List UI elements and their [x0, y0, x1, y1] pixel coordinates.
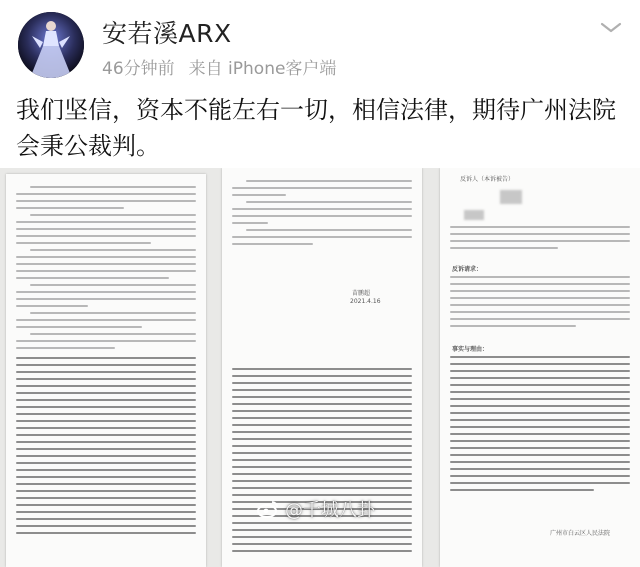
avatar[interactable]	[18, 12, 84, 78]
post-time: 46分钟前	[102, 59, 175, 79]
page-right-top-lines	[450, 226, 630, 254]
page-middle-body-lines	[232, 368, 412, 557]
right-page-footer: 广州市白云区人民法院	[550, 530, 611, 537]
right-facts-heading: 事实与理由：	[452, 346, 489, 353]
right-page-header: 反诉人（本诉被告）	[460, 176, 515, 183]
document-page-right	[440, 168, 640, 567]
page-right-claims-lines	[450, 276, 630, 332]
document-photo[interactable]	[0, 168, 640, 567]
more-options-icon[interactable]	[596, 20, 626, 34]
signature-date: 2021.4.16	[350, 298, 381, 305]
post-meta	[102, 54, 336, 79]
right-claims-heading: 反诉请求：	[452, 266, 483, 273]
post-header	[0, 0, 640, 90]
watermark-text: @千城八卦	[285, 500, 375, 521]
post-source: 来自 iPhone客户端	[188, 59, 337, 79]
watermark	[257, 496, 375, 522]
signature-name: 苗鹏超	[352, 290, 371, 297]
page-right-facts-lines	[450, 356, 630, 496]
author-name[interactable]: 安若溪ARX	[102, 19, 232, 48]
weibo-logo-icon	[257, 500, 279, 518]
redacted-block	[500, 190, 522, 204]
redacted-block	[464, 210, 484, 220]
post-text: 我们坚信，资本不能左右一切，相信法律，期待广州法院会秉公裁判。	[16, 96, 616, 160]
page-left-text-lines	[6, 174, 206, 534]
document-page-left	[6, 174, 206, 567]
page-middle-text-lines	[222, 168, 422, 245]
